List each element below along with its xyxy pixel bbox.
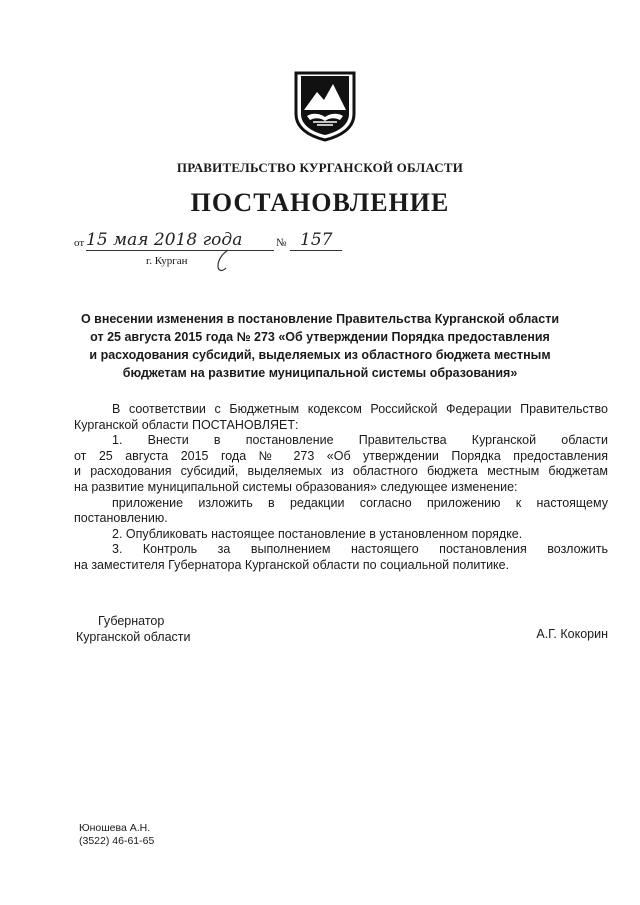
signatory-post: Губернатор Курганской области bbox=[76, 614, 191, 644]
contact-author: Юношева А.Н. bbox=[79, 822, 151, 834]
change-line-1: приложение изложить в редакции согласно приложению к настоящему bbox=[112, 495, 608, 510]
item1-line-1: 1. Внести в постановление Правительства Курганской области bbox=[112, 433, 608, 448]
body-intro-line-1: В соответствии с Бюджетным кодексом Российской Федерации Правительство bbox=[112, 402, 608, 416]
date-from-label: от bbox=[74, 237, 85, 249]
document-date: 15 мая 2018 года bbox=[86, 230, 243, 250]
document-type-title: ПОСТАНОВЛЕНИЕ bbox=[190, 188, 450, 217]
city-label: г. Курган bbox=[146, 255, 188, 267]
government-title: ПРАВИТЕЛЬСТВО КУРГАНСКОЙ ОБЛАСТИ bbox=[176, 160, 464, 175]
item3-line-1: 3. Контроль за выполнением настоящего постановления возложить bbox=[112, 542, 608, 557]
document-subject: О внесении изменения в постановление Правительства Курганской области от 25 августа 2015 года № 273 «Об утверждении Порядка предоставления и расходования субсидий, выделяемых из областного бюджета местным бюджетам на развитие муниципальной системы образования» bbox=[80, 312, 560, 380]
document-number: 157 bbox=[300, 230, 333, 250]
contact-block bbox=[79, 822, 154, 848]
item1-line-3: и расходования субсидий, выделяемых из областного бюджета местным бюджетам bbox=[74, 464, 608, 479]
number-label: № bbox=[276, 237, 287, 249]
change-line-2: постановлению. bbox=[74, 511, 168, 526]
document-body bbox=[74, 402, 608, 574]
number-underline bbox=[290, 250, 342, 251]
body-intro-line-2: Курганской области ПОСТАНОВЛЯЕТ: bbox=[74, 417, 299, 432]
item3-line-2: на заместителя Губернатора Курганской области по социальной политике. bbox=[74, 557, 510, 572]
item2-line: 2. Опубликовать настоящее постановление в установленном порядке. bbox=[112, 526, 523, 541]
handwritten-mark-icon bbox=[210, 248, 234, 274]
contact-phone: (3522) 46-61-65 bbox=[79, 835, 155, 847]
item1-line-2: от 25 августа 2015 года № 273 «Об утверждении Порядка предоставления bbox=[74, 448, 608, 463]
item1-line-4: на развитие муниципальной системы образования» следующее изменение: bbox=[74, 479, 518, 494]
signatory-name: А.Г. Кокорин bbox=[536, 627, 608, 641]
coat-of-arms-icon bbox=[293, 70, 357, 142]
date-underline bbox=[86, 250, 274, 251]
